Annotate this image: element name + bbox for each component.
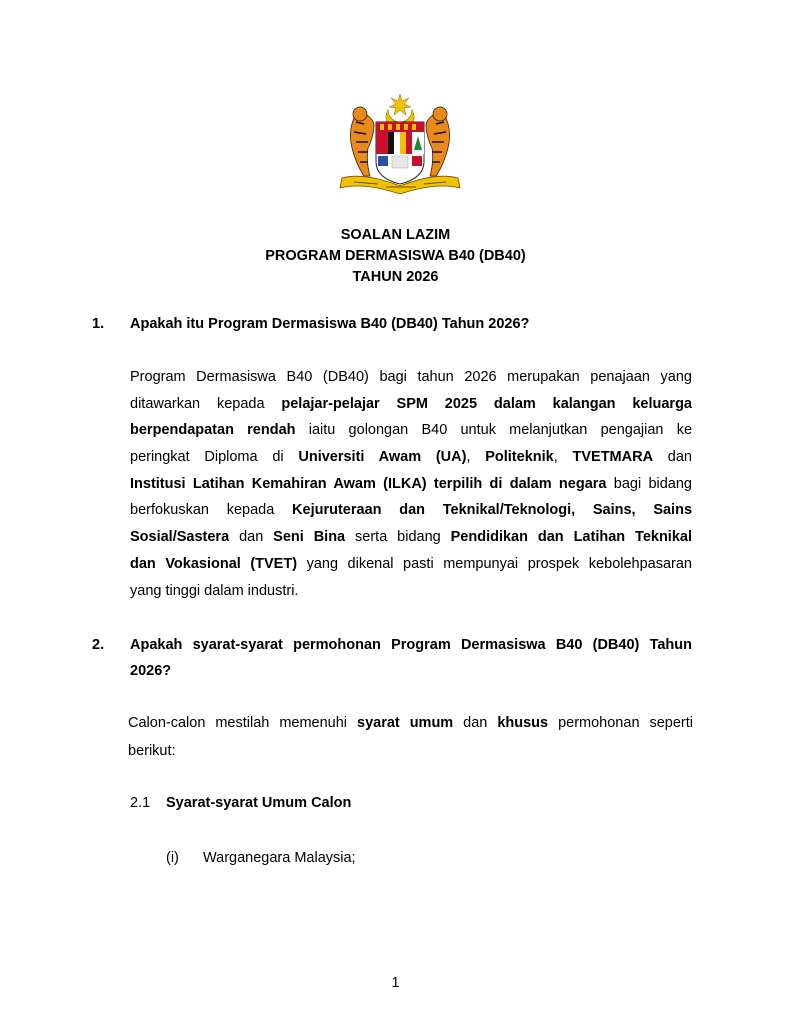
text: berikut:	[128, 743, 176, 759]
text: berfokuskan kepada	[130, 502, 293, 519]
section-title: Syarat-syarat Umum Calon	[166, 795, 352, 811]
list-item-text: Warganegara Malaysia;	[203, 850, 356, 866]
text: ditawarkan kepada	[130, 395, 282, 412]
question-1-text: Apakah itu Program Dermasiswa B40 (DB40) Tahun 2026?	[130, 316, 530, 332]
bold-text: Pendidikan dan Latihan Teknikal	[450, 529, 692, 546]
paragraph-line	[130, 551, 692, 578]
bold-text: Politeknik	[485, 449, 554, 466]
answer-1-paragraph	[130, 364, 692, 604]
question-2-text-line-2: 2026?	[130, 663, 172, 679]
question-2-text-line-1: Apakah syarat-syarat permohonan Program Dermasiswa B40 (DB40) Tahun	[130, 637, 692, 653]
text: yang dikenal pasti mempunyai prospek kebolehpasaran	[297, 555, 693, 572]
paragraph-line	[128, 737, 693, 765]
bold-text: Kejuruteraan dan Teknikal/Teknologi, Sains, Sains	[292, 502, 693, 519]
doc-title-line-1: SOALAN LAZIM	[340, 227, 451, 243]
text: peringkat Diploma di	[130, 449, 299, 466]
bold-text: pelajar-pelajar SPM 2025 dalam kalangan keluarga	[281, 395, 692, 412]
text: Calon-calon mestilah memenuhi	[128, 715, 357, 731]
bold-text: dan Vokasional (TVET)	[130, 555, 298, 572]
text: dan	[453, 715, 498, 731]
text: dan	[229, 529, 274, 546]
paragraph-line	[130, 364, 692, 391]
bold-text: TVETMARA	[572, 449, 654, 466]
text: ,	[553, 449, 573, 466]
doc-title-line-2: PROGRAM DERMASISWA B40 (DB40)	[265, 248, 526, 264]
text: iaitu golongan B40 untuk melanjutkan pengajian ke	[295, 422, 693, 439]
malaysia-coat-of-arms-icon	[334, 92, 466, 194]
paragraph-line	[130, 391, 692, 418]
paragraph-line	[130, 497, 692, 524]
text: permohonan seperti	[548, 715, 693, 731]
page-number: 1	[391, 975, 400, 991]
section-number: 2.1	[130, 795, 151, 811]
paragraph-line	[130, 524, 692, 551]
text: serta bidang	[345, 529, 451, 546]
text: dan	[653, 449, 692, 466]
doc-title-line-3: TAHUN 2026	[352, 269, 439, 285]
bold-text: Sosial/Sastera	[130, 529, 230, 546]
text: bagi bidang	[606, 475, 693, 492]
bold-text: Seni Bina	[273, 529, 346, 546]
paragraph-line	[130, 578, 692, 605]
paragraph-line	[130, 471, 692, 498]
question-2-number: 2.	[92, 637, 105, 653]
text: Program Dermasiswa B40 (DB40) bagi tahun 2026 merupakan penajaan yang	[130, 369, 692, 385]
bold-text: berpendapatan rendah	[130, 422, 296, 439]
bold-text: Institusi Latihan Kemahiran Awam (ILKA) terpilih di dalam negara	[130, 475, 607, 492]
question-1-number: 1.	[92, 316, 105, 332]
bold-text: syarat umum	[357, 715, 454, 731]
bold-text: Universiti Awam (UA)	[298, 449, 467, 466]
text: yang tinggi dalam industri.	[130, 582, 299, 599]
list-item-number: (i)	[166, 850, 179, 866]
answer-2-paragraph	[128, 709, 693, 765]
paragraph-line	[130, 417, 692, 444]
paragraph-line	[128, 709, 693, 737]
text: ,	[466, 449, 486, 466]
paragraph-line	[130, 444, 692, 471]
bold-text: khusus	[497, 715, 549, 731]
